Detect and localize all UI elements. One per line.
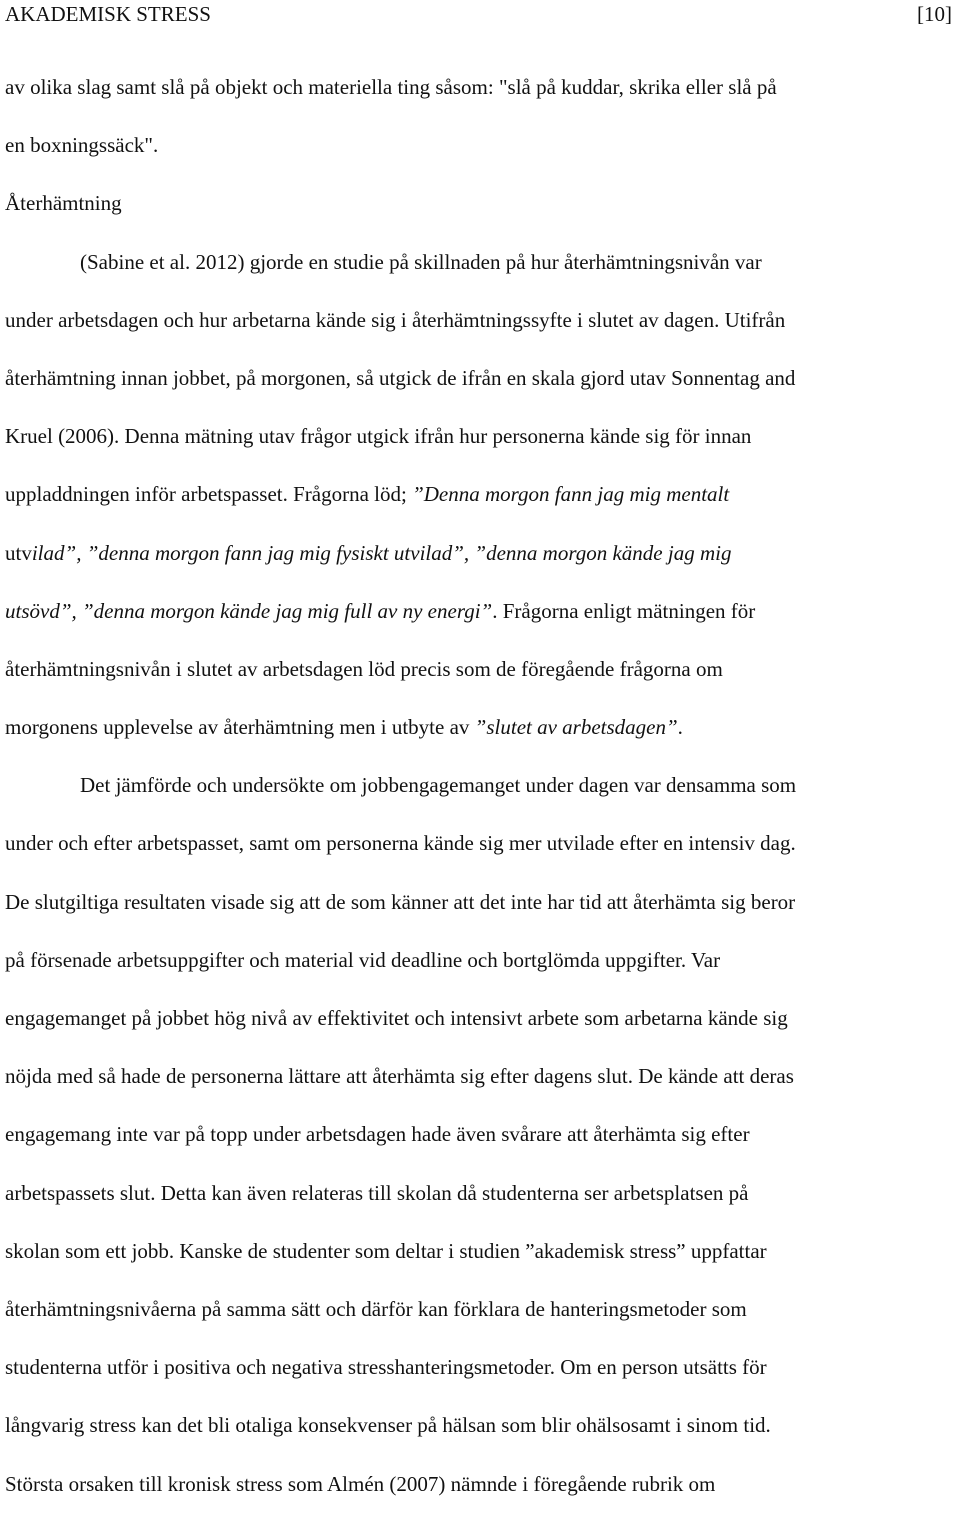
text-line: återhämtningsnivåerna på samma sätt och därför kan förklara de hanteringsmetoder som bbox=[5, 1296, 747, 1321]
text-segment: . Frågorna enligt mätningen för bbox=[492, 598, 756, 623]
text-line bbox=[5, 465, 955, 523]
text-line: Det jämförde och undersökte om jobbengagemanget under dagen var densamma som bbox=[80, 773, 797, 798]
body-text bbox=[5, 58, 955, 1513]
text-line: skolan som ett jobb. Kanske de studenter som deltar i studien ”akademisk stress” uppfattar bbox=[5, 1238, 767, 1263]
quoted-question: ”Denna morgon fann jag mig mentalt bbox=[412, 482, 730, 507]
text-line: arbetspassets slut. Detta kan även relateras till skolan då studenterna ser arbetsplatsen på bbox=[5, 1180, 749, 1205]
page-header bbox=[5, 0, 952, 30]
text-line: återhämtning innan jobbet, på morgonen, så utgick de ifrån en skala gjord utav Sonnentag and bbox=[5, 365, 796, 390]
quoted-question: utsövd”, ”denna morgon kände jag mig full av ny energi” bbox=[5, 598, 493, 623]
text-line: en boxningssäck". bbox=[5, 133, 159, 158]
text-line: under och efter arbetspasset, samt om personerna kände sig mer utvilade efter en intensiv dag. bbox=[5, 831, 796, 856]
running-title: AKADEMISK STRESS bbox=[5, 2, 211, 26]
text-line: Kruel (2006). Denna mätning utav frågor utgick ifrån hur personerna kände sig för innan bbox=[5, 424, 752, 449]
text-line bbox=[5, 524, 955, 582]
text-segment: . bbox=[677, 715, 683, 740]
text-line bbox=[5, 698, 955, 756]
section-heading: Återhämtning bbox=[5, 191, 122, 216]
text-line: (Sabine et al. 2012) gjorde en studie på skillnaden på hur återhämtningsnivån var bbox=[80, 249, 762, 274]
text-line: engagemang inte var på topp under arbetsdagen hade även svårare att återhämta sig efter bbox=[5, 1122, 750, 1147]
text-line: engagemanget på jobbet hög nivå av effektivitet och intensivt arbete som arbetarna kände sig bbox=[5, 1006, 788, 1030]
text-line: De slutgiltiga resultaten visade sig att de som känner att det inte har tid att återhämta sig beror bbox=[5, 889, 796, 914]
text-line: nöjda med så hade de personerna lättare att återhämta sig efter dagens slut. De kände att deras bbox=[5, 1064, 794, 1089]
quoted-question: ilad”, ”denna morgon fann jag mig fysiskt utvilad”, ”denna morgon kände jag mig bbox=[31, 540, 732, 565]
text-line: under arbetsdagen och hur arbetarna kände sig i återhämtningssyfte i slutet av dagen. Utifrån bbox=[5, 307, 786, 332]
text-line: på försenade arbetsuppgifter och material vid deadline och bortglömda uppgifter. Var bbox=[5, 947, 721, 972]
text-line bbox=[5, 582, 955, 640]
text-line: Största orsaken till kronisk stress som Almén (2007) nämnde i föregående rubrik om bbox=[5, 1471, 716, 1496]
text-line: studenterna utför i positiva och negativa stresshanteringsmetoder. Om en person utsätts för bbox=[5, 1355, 767, 1380]
text-line: av olika slag samt slå på objekt och materiella ting såsom: "slå på kuddar, skrika eller slå på bbox=[5, 75, 777, 99]
text-segment: morgonens upplevelse av återhämtning men i utbyte av bbox=[5, 715, 475, 740]
text-segment: uppladdningen inför arbetspasset. Frågorna löd; bbox=[5, 482, 413, 507]
text-line: långvarig stress kan det bli otaliga konsekvenser på hälsan som blir ohälsosamt i sinom tid. bbox=[5, 1413, 771, 1438]
text-segment: utv bbox=[5, 540, 32, 565]
page-number: [10] bbox=[917, 2, 952, 26]
quoted-phrase: ”slutet av arbetsdagen” bbox=[474, 715, 678, 740]
text-line: återhämtningsnivån i slutet av arbetsdagen löd precis som de föregående frågorna om bbox=[5, 656, 723, 681]
